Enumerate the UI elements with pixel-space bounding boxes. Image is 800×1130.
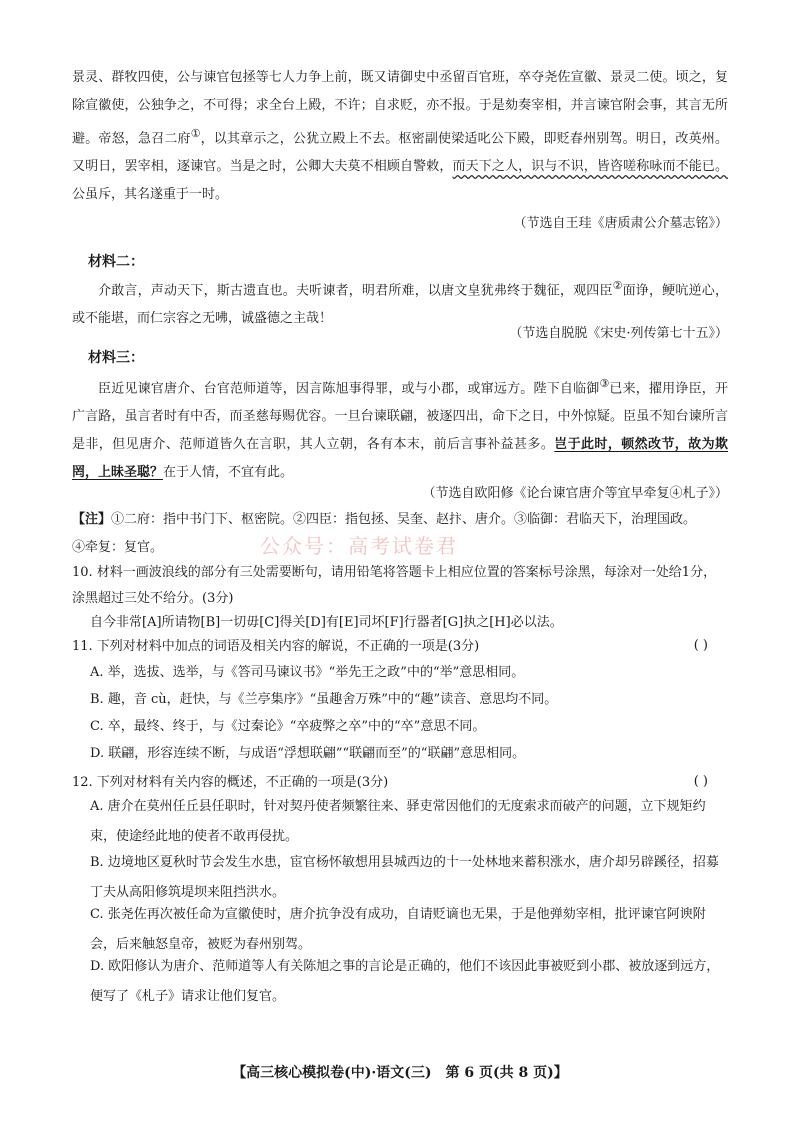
text-segment: 在于人情，不宜有此。 <box>163 465 294 481</box>
note-marker: ③ <box>599 377 610 390</box>
question-12-option-d: D. 欧阳修认为唐介、范师道等人有关陈旭之事的言论是正确的，他们不该因此事被贬到小郡、被放逐到远方，便写了《札子》请求让他们复官。 <box>90 959 720 1004</box>
material3-paragraph <box>72 370 728 487</box>
material3-heading: 材料三： <box>88 350 144 366</box>
question-11-stem: 11. 下列对材料中加点的词语及相关内容的解说，不正确的一项是(3分) <box>72 639 480 654</box>
page-footer: 【高三核心模拟卷(中)·语文(三) 第 6 页(共 8 页)】 <box>232 1065 568 1081</box>
text-segment: 臣近见谏官唐介、台官范师道等，因言陈旭事得罪，或与小郡，或窜远方。陛下自临御 <box>98 381 600 397</box>
notes-label: 【注】 <box>72 512 112 527</box>
notes-text: ①二府：指中书门下、枢密院。②四臣：指包拯、吴奎、赵抃、唐介。③临御：君临天下，治理国政。 <box>111 512 697 527</box>
note-marker: ① <box>190 127 201 140</box>
question-11-option-d: D. 联翩，形容连续不断，与成语“浮想联翩”“联翩而至”的“联翩”意思相同。 <box>90 746 526 761</box>
text-segment: 公虽斥，其名遂重于一时。 <box>72 187 229 203</box>
watermark: 公众号：高考试卷君 <box>260 534 458 558</box>
text-segment: 面诤，鲠吭逆心，或不能堪，而仁宗容之无咈，诚盛德之主哉！ <box>72 283 728 327</box>
answer-paren: ( ) <box>693 774 708 789</box>
question-12-option-a: A. 唐介在莫州任丘县任职时，针对契丹使者频繁往来、驿吏常因他们的无度索求而破产的问题，立下规矩约束，使途经此地的使者不敢再侵扰。 <box>90 799 706 844</box>
note-marker: ② <box>612 279 623 292</box>
wavy-underlined-text: 而天下之人，识与不识，皆咨嗟称咏而不能已。 <box>452 159 728 175</box>
question-10-stem: 10. 材料一画波浪线的部分有三处需要断句，请用铅笔将答题卡上相应位置的答案标号涂黑，每涂对一处给1分，涂黑超过三处不给分。(3分) <box>72 565 717 606</box>
source-3: （节选自欧阳修《论台谏官唐介等宜早牵复④札子》） <box>422 486 728 501</box>
source-1: （节选自王珪《唐质肃公介墓志铭》） <box>513 216 728 231</box>
question-12-stem: 12. 下列对材料有关内容的概述，不正确的一项是(3分) <box>72 775 389 790</box>
text-segment: ，以其章示之，公犹立殿上不去。枢密副使梁适叱公下殿，即贬春州别驾。明日，改英州。又明日，罢宰相，逐谏官。当是之时，公卿大夫莫不相顾自警敕， <box>72 131 728 175</box>
underlined-text: 岂于此时，顿然改节，故为欺罔，上昧圣聪？ <box>72 437 728 481</box>
question-11-option-a: A. 举，选拔、选举，与《答司马谏议书》“举先王之政”中的“举”意思相同。 <box>90 665 525 680</box>
question-11-option-b: B. 趣，音 cù，赶快，与《兰亭集序》“虽趣舍万殊”中的“趣”读音、意思均不同。 <box>90 692 558 707</box>
text-segment: 景灵、群牧四使，公与谏官包拯等七人力争上前，既又请御史中丞留百官班，卒夺尧佐宣徽、景灵二使。顷之，复除宣徽使，公独争之，不可得；求全台上殿，不许；自求贬，亦不报。于是劾奏宰相，并言谏官附会事，其言无所避。帝怒，急召二府 <box>72 70 728 147</box>
text-segment: 已来，擢用诤臣，开广言路，虽言者时有中否，而圣慈每赐优容。一旦台谏联翩，被逐四出，命下之日，中外惊疑。臣虽不知台谏所言是非，但见唐介、范师道皆久在言职，其人立朝，各有本末，前后言事补益甚多。 <box>72 381 728 453</box>
answer-paren: ( ) <box>693 638 708 653</box>
notes-text: ④牵复：复官。 <box>72 540 164 555</box>
material1-paragraph <box>72 64 728 209</box>
question-10-sentence: 自今非常[A]所请物[B]一切毋[C]得关[D]有[E]司坏[F]行器者[G]执之[H]必以法。 <box>90 615 563 630</box>
question-11-option-c: C. 卒，最终、终于，与《过秦论》“卒疲弊之卒”中的“卒”意思不同。 <box>90 719 486 734</box>
source-2: （节选自脱脱《宋史·列传第七十五》） <box>509 326 728 341</box>
question-12-option-c: C. 张尧佐再次被任命为宣徽使时，唐介抗争没有成功，自请贬谪也无果，于是他弹劾宰相，批评谏官阿谀附会，后来触怒皇帝，被贬为春州别驾。 <box>90 907 706 952</box>
material2-heading: 材料二： <box>88 254 144 270</box>
text-segment: 介敢言，声动天下，斯古遗直也。夫听谏者，明君所难，以唐文皇犹弗终于魏征，观四臣 <box>98 283 613 299</box>
question-12-option-b: B. 边境地区夏秋时节会发生水患，宦官杨怀敏想用县城西边的十一处林地来蓄积涨水，唐介却另辟蹊径，招募丁夫从高阳修筑堤坝来阻挡洪水。 <box>90 855 719 900</box>
